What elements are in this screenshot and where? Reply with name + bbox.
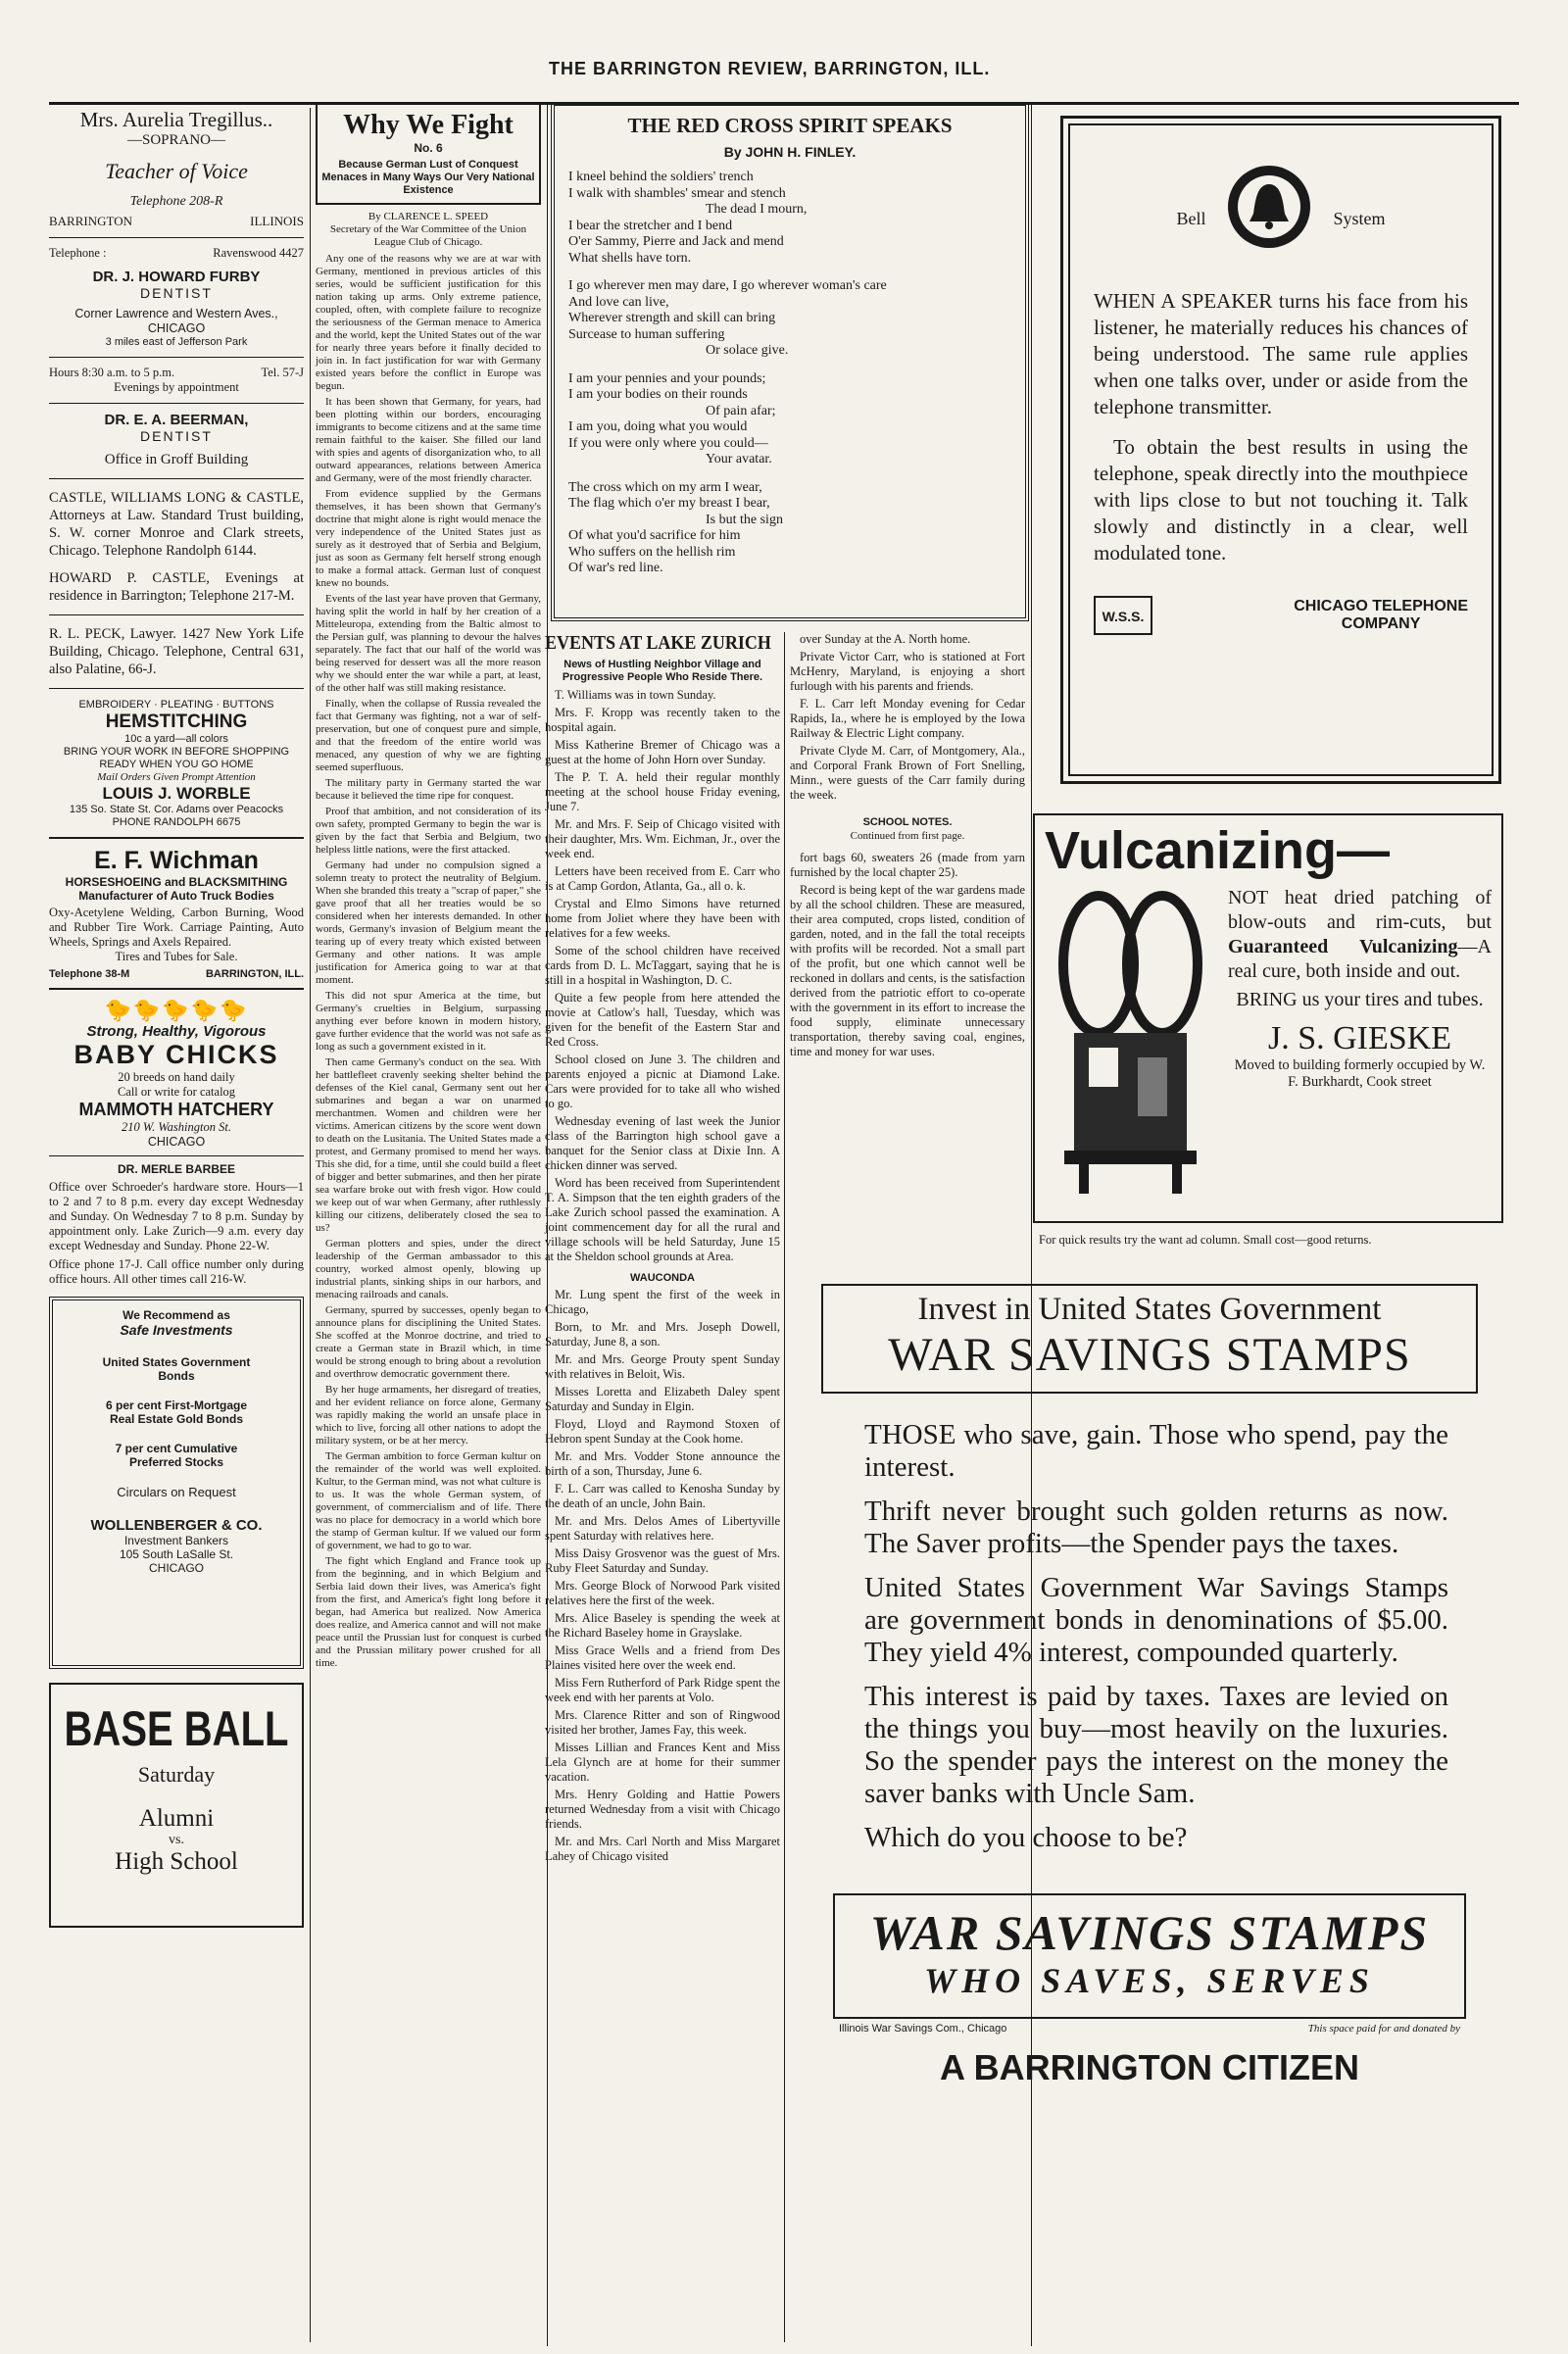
paragraph: Mr. and Mrs. Carl North and Miss Margaret Lahey of Chicago visited — [545, 1835, 780, 1863]
paragraph: By her huge armaments, her disregard of treaties, and her evident reliance on force alone, Germany was rapidly making the world an unsafe place in which to live, forcing all other nations to adopt the military system, or be at her mercy. — [316, 1384, 541, 1447]
bell-logo-right: System — [1333, 208, 1386, 228]
wss-citizen: A BARRINGTON CITIZEN — [940, 2047, 1359, 2087]
zurich-body — [545, 688, 780, 1264]
chick-icon: 🐤 — [190, 998, 220, 1022]
chicks-line-2: Call or write for catalog — [117, 1085, 236, 1099]
paragraph: Floyd, Lloyd and Raymond Stoxen of Hebron spent Sunday at the Cook home. — [545, 1417, 780, 1446]
beerman-office: Office in Groff Building — [104, 452, 249, 467]
wss-donated: This space paid for and donated by — [1307, 2023, 1460, 2035]
chicks-title: BABY CHICKS — [74, 1040, 279, 1069]
poem-line: Of what you'd sacrifice for him — [568, 528, 741, 543]
poem-line: Of pain afar; — [706, 403, 776, 418]
wollenberger-l7: 7 per cent Cumulative — [115, 1442, 238, 1455]
worble-line-2: READY WHEN YOU GO HOME — [99, 759, 254, 770]
worble-ad — [49, 699, 304, 829]
paragraph: Crystal and Elmo Simons have returned home from Joliet where they have been with relatives for a few weeks. — [545, 897, 780, 940]
paragraph: Wednesday evening of last week the Junior class of the Barrington high school gave a banquet for the Senior class at Dixie Inn. A chicken dinner was served. — [545, 1114, 780, 1172]
chicks-illustration — [49, 998, 304, 1023]
chick-icon: 🐤 — [132, 998, 163, 1022]
zurich-title: EVENTS AT LAKE ZURICH — [545, 632, 771, 654]
chicks-addr: 210 W. Washington St. — [122, 1120, 231, 1134]
why-byline: By CLARENCE L. SPEED — [368, 211, 489, 222]
bell-logo-left: Bell — [1176, 208, 1206, 228]
worble-top: EMBROIDERY · PLEATING · BUTTONS — [78, 699, 274, 711]
vulc-body-2: —A real cure, both inside and out. — [1228, 936, 1492, 982]
paragraph: The P. T. A. held their regular monthly meeting at the school house Friday evening, June 7. — [545, 770, 780, 813]
tregillus-location — [49, 214, 304, 229]
worble-name: LOUIS J. WORBLE — [102, 784, 251, 803]
bell-ad — [1060, 116, 1501, 784]
wichman-line-2: Manufacturer of Auto Truck Bodies — [78, 889, 274, 903]
paragraph: Events of the last year have proven that Germany, having split the world in half by her creation of a Mitteleuropa, extending from the Baltic almost to the Persian gulf, was planning to devour the halves separately. The fact that our half of the world was being reserved for dessert was all the more reason why we should enter the war while a part, at least, of the other half was still making resistance. — [316, 593, 541, 694]
chicks-line-1: 20 breeds on hand daily — [118, 1070, 235, 1084]
furby-evenings: Evenings by appointment — [114, 380, 239, 394]
chicks-tag: Strong, Healthy, Vigorous — [86, 1023, 267, 1040]
beerman-ad — [49, 412, 304, 468]
poem-line: I bear the stretcher and I bend — [568, 218, 733, 233]
paragraph: Mr. and Mrs. George Prouty spent Sunday with relatives in Beloit, Wis. — [545, 1352, 780, 1381]
why-title-box — [316, 102, 541, 205]
bell-company — [1294, 598, 1468, 633]
poem-line: Of war's red line. — [568, 561, 663, 575]
wollenberger-l4: Bonds — [158, 1369, 195, 1383]
poem-line: I kneel behind the soldiers' trench — [568, 170, 754, 184]
poem-line: I go wherever men may dare, I go wherever woman's care — [568, 278, 887, 293]
furby-hours: Hours 8:30 a.m. to 5 p.m. — [49, 366, 175, 379]
furby-tel: Tel. 57-J — [261, 366, 304, 379]
poem-line: Is but the sign — [706, 512, 783, 527]
vulcanizer-machine-icon — [1045, 886, 1216, 1200]
wichman-town: BARRINGTON, ILL. — [205, 968, 304, 980]
school-sub: Continued from first page. — [850, 830, 965, 842]
paragraph: over Sunday at the A. North home. — [800, 632, 971, 646]
barbee-text-2: Office phone 17-J. Call office number only during office hours. All other times call 216-W. — [49, 1257, 304, 1286]
worble-phone: PHONE RANDOLPH 6675 — [112, 816, 241, 828]
bell-logo-icon — [1225, 163, 1313, 251]
wss-logo: W.S.S. — [1094, 596, 1152, 635]
paragraph: Private Clyde M. Carr, of Montgomery, Ala., and Corporal Frank Brown of Fort Snelling, Minn., were guests of the Carr family during the week. — [790, 744, 1025, 802]
poem-body — [568, 170, 1011, 577]
baseball-title: BASE BALL — [64, 1702, 289, 1757]
barbee-text: Office over Schroeder's hardware store. Hours—1 to 2 and 7 to 8 p.m. every day except Wednesday and Sunday. On Wednesday 7 to 8 p.m. Sunday by appointment only. Lake Zurich—9 a.m. every day except Wednesday and Sunday. Phone 22-W. — [49, 1180, 304, 1252]
paragraph: Misses Loretta and Elizabeth Daley spent Saturday and Sunday in Elgin. — [545, 1385, 780, 1413]
poem-line: What shells have torn. — [568, 250, 692, 266]
poem-line: Your avatar. — [706, 452, 772, 466]
wollenberger-l1: We Recommend as — [122, 1308, 230, 1322]
paragraph: Letters have been received from E. Carr who is at Camp Gordon, Atlanta, Ga., all o. k. — [545, 864, 780, 893]
paragraph: Germany had under no compulsion signed a solemn treaty to protect the neutrality of Belgium. When she branded this treaty a "scrap of paper," she gave proof that all her treaties would be so considered when her interests demanded. In other words, Germany's invasion of Belgium meant the tearing up of every treaty which existed between Germany and other nations. It was ample justification for America going to war at that moment. — [316, 859, 541, 986]
furby-city: CHICAGO — [147, 321, 206, 335]
wollenberger-name: WOLLENBERGER & CO. — [90, 1517, 263, 1534]
barbee-name: DR. MERLE BARBEE — [117, 1162, 235, 1176]
worble-line-1: BRING YOUR WORK IN BEFORE SHOPPING — [63, 746, 290, 758]
vulc-body-1: NOT heat dried patching of blow-outs and rim-cuts, but — [1228, 887, 1492, 933]
poem-line: Surcease to human suffering — [568, 326, 725, 342]
poem-line: The flag which o'er my breast I bear, — [568, 496, 770, 511]
zurich-sub: News of Hustling Neighbor Village and Progressive People Who Reside There. — [562, 659, 763, 683]
paragraph: Miss Grace Wells and a friend from Des Plaines visited here over the week end. — [545, 1643, 780, 1672]
furby-address: Corner Lawrence and Western Aves., — [74, 307, 278, 320]
chick-icon: 🐤 — [104, 998, 133, 1022]
wollenberger-l3: United States Government — [102, 1355, 251, 1369]
paragraph: Some of the school children have received cards from D. L. McTaggart, saying that he is still in a hospital in Washington, D. C. — [545, 944, 780, 987]
school-body — [790, 851, 1025, 1059]
why-subtitle: Because German Lust of Conquest Menaces in Many Ways Our Very National Existence — [321, 159, 535, 196]
worble-price: 10c a yard—all colors — [124, 733, 228, 745]
wss-p3: United States Government War Savings Stamps are government bonds in denominations of $5.00. They yield 4% interest, compounded quarterly. — [864, 1572, 1448, 1668]
tregillus-name: Mrs. Aurelia Tregillus.. — [79, 108, 273, 131]
poem-line: The cross which on my arm I wear, — [568, 479, 762, 495]
bell-para-1: WHEN A SPEAKER turns his face from his listener, he materially reduces his chances of being understood. The same rule applies when one talks over, under or aside from the telephone transmitter. — [1094, 289, 1468, 418]
wollenberger-l8: Preferred Stocks — [128, 1455, 224, 1469]
vulc-body-bold: Guaranteed Vulcanizing — [1228, 936, 1458, 957]
vulc-moved: Moved to building formerly occupied by W. F. Burkhardt, Cook street — [1234, 1057, 1486, 1090]
beerman-name: DR. E. A. BEERMAN, — [104, 412, 249, 428]
chicks-name: MAMMOTH HATCHERY — [78, 1100, 274, 1119]
vulc-body-3: BRING us your tires and tubes. — [1236, 989, 1484, 1010]
vulc-title: Vulcanizing— — [1045, 821, 1391, 880]
paragraph: Record is being kept of the war gardens made by all the school children. These are measured, their area computed, crops listed, condition of garden, noted, and in the fall the total receipts with profits will be recorded. Not a small part of the profit, but one which cannot well be reckoned in dollars and cents, is the satisfaction derived from the patriotic effort to co-operate with the government in its effort to increase the food supply, eliminate unnecessary transportation, thereby saving coal, engines, time and money for war uses. — [790, 883, 1025, 1058]
poem-stanza — [568, 278, 1011, 360]
furby-hours-row — [49, 366, 304, 380]
barbee-ad — [49, 1162, 304, 1287]
baseball-vs: vs. — [169, 1833, 184, 1847]
wss-header-box — [821, 1284, 1478, 1394]
paragraph: Germany, spurred by successes, openly began to announce plans for disciplining the United States. She scoffed at the Monroe doctrine, and tried to create a German state in Brazil which, in time would be strong enough to bring about a revolution and overthrow democratic government there. — [316, 1304, 541, 1380]
furby-phone: Ravenswood 4427 — [213, 246, 304, 260]
worble-addr: 135 So. State St. Cor. Adams over Peacocks — [69, 804, 284, 815]
paragraph: Word has been received from Superintendent T. A. Simpson that the ten eighth graders of the Lake Zurich school passed the examination. A joint commencement day for all the rural and village schools will be held Saturday, June 15 at the Sheldon school grounds at Area. — [545, 1176, 780, 1263]
vulc-text — [1228, 886, 1492, 1200]
poem-byline: By JOHN H. FINLEY. — [723, 144, 857, 160]
paragraph: Proof that ambition, and not consideration of its own safety, prompted Germany to begin the war is given by the fact that Serbia and Belgium, two helpless little nations, were the first attacked. — [316, 806, 541, 856]
column-rule — [310, 108, 311, 2342]
poem-stanza — [568, 371, 1011, 468]
paragraph: The fight which England and France took up from the beginning, and in which Belgium and Serbia laid down their lives, was America's fight from the first, and America's fight long before it began, had America but realized. Now America does realize, and America cannot and will not make peace until the Prussian lust for conquest is curbed and the Prussian military power crushed for all time. — [316, 1555, 541, 1669]
poem-line: I am your pennies and your pounds; — [568, 370, 766, 386]
baseball-team-1: Alumni — [138, 1805, 215, 1832]
worble-title: HEMSTITCHING — [105, 711, 248, 732]
wollenberger-l6: Real Estate Gold Bonds — [109, 1412, 244, 1426]
castle-text: CASTLE, WILLIAMS LONG & CASTLE, Attorneys at Law. Standard Trust building, S. W. corner Monroe and Clark streets, Chicago. Telephone Randolph 6144. — [49, 490, 304, 559]
poem-line: The dead I mourn, — [706, 202, 808, 217]
paragraph: Born, to Mr. and Mrs. Joseph Dowell, Saturday, June 8, a son. — [545, 1320, 780, 1349]
wollenberger-addr: 105 South LaSalle St. — [119, 1547, 234, 1561]
paragraph: F. L. Carr left Monday evening for Cedar Rapids, Ia., where he is employed by the Iowa Railway & Electric Light company. — [790, 697, 1025, 740]
paragraph: Mrs. Clarence Ritter and son of Ringwood visited her brother, James Fay, this week. — [545, 1708, 780, 1737]
wollenberger-l5: 6 per cent First-Mortgage — [105, 1398, 248, 1412]
poem-line: I am you, doing what you would — [568, 419, 748, 434]
zurich-continued — [790, 632, 1025, 1062]
paragraph: Then came Germany's conduct on the sea. With her battlefleet cravenly seeking shelter behind the defenses of the Kiel canal, Germany sent out her submarines and began a war on unarmed merchantmen. Women and children were her victims. American citizens by the score went down to death on the Lusitania. The United States made a protest, and Germany promised to mend her ways. This she did, for a time, until she could build a fleet of bigger and better submarines, and then her pirate sea warfare broke out with fresh vigor. How could we keep out of war when Germany, after ruthlessly killing our citizens, deliberately closed the sea to us? — [316, 1056, 541, 1234]
baseball-day: Saturday — [137, 1762, 216, 1787]
wss-p2: Thrift never brought such golden returns as now. The Saver profits—the Spender pays the taxes. — [864, 1496, 1448, 1559]
bell-company-2: COMPANY — [1341, 615, 1421, 632]
wss-stamps: WAR SAVINGS STAMPS — [888, 1329, 1411, 1381]
chick-icon: 🐤 — [162, 998, 191, 1022]
chicks-ad — [49, 998, 304, 1150]
paragraph: German plotters and spies, under the direct leadership of the German ambassador to this country, worked almost openly, blowing up industrial plants, sinking ships in our harbors, and menacing railroads and canals. — [316, 1238, 541, 1300]
poem-stanza — [568, 480, 1011, 577]
wss-p4: This interest is paid by taxes. Taxes are levied on the things you buy—most heavily on the luxuries. So the spender pays the interest on the money the saver banks with Uncle Sam. — [864, 1681, 1448, 1809]
wss-p5: Which do you choose to be? — [864, 1822, 1188, 1853]
wichman-tires: Tires and Tubes for Sale. — [115, 950, 238, 963]
paragraph: Miss Daisy Grosvenor was the guest of Mrs. Ruby Fleet Saturday and Sunday. — [545, 1546, 780, 1575]
paragraph: Quite a few people from here attended the movie at Catlow's hall, Tuesday, which was given for the benefit of the Eastern Star and Red Cross. — [545, 991, 780, 1049]
wss-credit-row — [809, 2019, 1490, 2039]
paragraph: Miss Fern Rutherford of Park Ridge spent the week end with her parents at Volo. — [545, 1676, 780, 1704]
poem-line: Who suffers on the hellish rim — [568, 544, 736, 560]
beerman-role: DENTIST — [140, 428, 213, 444]
paragraph: Any one of the reasons why we are at war with Germany, mentioned in previous articles of this series, would be sufficient justification for this nation taking up arms. Only extreme patience, coupled, often, with complete failure to recognize the seriousness of the German menace to America and the world, kept the United States out of the war for nearly three years before it finally decided to join in. In fact justification for war with Germany existed years before the conflict in Europe was begun. — [316, 253, 541, 392]
bell-footer — [1094, 596, 1468, 635]
paragraph: fort bags 60, sweaters 26 (made from yarn furnished by the local chapter 25). — [790, 851, 1025, 879]
vulc-name: J. S. GIESKE — [1267, 1020, 1452, 1056]
wss-banner-2: WHO SAVES, SERVES — [924, 1961, 1375, 2000]
paragraph: From evidence supplied by the Germans themselves, it has been shown that Germany's doctrine that might alone is right would menace the very independence of the United States just as surely as it destroyed that of Serbia and Belgium, just as soon as Germany felt herself strong enough to make a formal attack. German lust of conquest knew no bounds. — [316, 488, 541, 589]
wauconda-body — [545, 1288, 780, 1864]
furby-ad — [49, 246, 304, 395]
wichman-line-1: HORSESHOEING and BLACKSMITHING — [65, 875, 288, 889]
why-we-fight-article — [316, 102, 541, 1673]
tregillus-role: —SOPRANO— — [126, 132, 226, 148]
chick-icon: 🐤 — [220, 998, 249, 1022]
why-body — [316, 253, 541, 1670]
want-ad-note: For quick results try the want ad column. Small cost—good returns. — [1039, 1233, 1372, 1247]
paragraph: It has been shown that Germany, for years, had been plotting within our borders, encouraging immigrants to become citizens and at the same time remain faithful to the kaiser. She filled our land with spies and agents of disorganization who, to all outward appearances, relations between America and Germany, were of the most friendly character. — [316, 396, 541, 484]
paragraph: The German ambition to force German kultur on the remainder of the world was well exploited. Kultur, to the German mind, was not what culture is to us. It was the whole German system, of government, of commercialism and of life. There was no place for democracy in a world which bore the stamp of German kultur. If we valued our form of government, we had to go to war. — [316, 1450, 541, 1551]
vulc-ad — [1033, 813, 1503, 1223]
worble-line-3: Mail Orders Given Prompt Attention — [97, 771, 256, 783]
bell-para-2: To obtain the best results in using the telephone, speak directly into the mouthpiece with lips close to but not touching it. Talk slowly and distinctly in a clear, well modulated tone. — [1094, 435, 1468, 564]
wss-p1: THOSE who save, gain. Those who spend, pay the interest. — [864, 1419, 1448, 1483]
baseball-ad — [49, 1683, 304, 1928]
bell-company-1: CHICAGO TELEPHONE — [1294, 598, 1468, 614]
school-title: SCHOOL NOTES. — [862, 816, 953, 828]
poem-line: If you were only where you could— — [568, 435, 768, 451]
paragraph: Mr. and Mrs. Delos Ames of Libertyville spent Saturday with relatives here. — [545, 1514, 780, 1543]
why-title: Why We Fight — [343, 110, 514, 140]
zurich2-body — [790, 632, 1025, 803]
tregillus-phone: Telephone 208-R — [129, 194, 223, 209]
castle-ad — [49, 489, 304, 605]
wss-body — [809, 1419, 1490, 1854]
wichman-tel: Telephone 38-M — [49, 968, 130, 980]
poem-stanza — [568, 170, 1011, 267]
zurich-article — [545, 632, 780, 1867]
wollenberger-city: CHICAGO — [148, 1561, 204, 1575]
poem-line: And love can live, — [568, 294, 669, 310]
paragraph: F. L. Carr was called to Kenosha Sunday by the death of an uncle, John Bain. — [545, 1482, 780, 1510]
castle-text-2: HOWARD P. CASTLE, Evenings at residence in Barrington; Telephone 217-M. — [49, 570, 304, 604]
furby-phone-row — [49, 246, 304, 261]
wss-banner-1: WAR SAVINGS STAMPS — [869, 1905, 1430, 1960]
wichman-ad — [49, 847, 304, 980]
wss-credit: Illinois War Savings Com., Chicago — [839, 2023, 1007, 2035]
baseball-team-2: High School — [115, 1848, 238, 1875]
why-number: No. 6 — [414, 141, 443, 155]
peck-ad: R. L. PECK, Lawyer. 1427 New York Life Building, Chicago. Telephone, Central 631, also Palatine, 66-J. — [49, 626, 304, 677]
paragraph: Miss Katherine Bremer of Chicago was a guest at the home of John Horn over Sunday. — [545, 738, 780, 766]
paragraph: T. Williams was in town Sunday. — [555, 688, 716, 702]
why-byline-2: Secretary of the War Committee of the Union League Club of Chicago. — [329, 223, 527, 248]
paragraph: Finally, when the collapse of Russia revealed the fact that Germany was fighting, not a war of self-preservation, but one of conquest pure and simple, and that the freedom of the entire world was menaced, any question of why we are fighting seemed superfluous. — [316, 698, 541, 773]
wss-invest: Invest in United States Government — [917, 1292, 1382, 1327]
paragraph: Misses Lillian and Frances Kent and Miss Lela Glynch are at home for their summer vacation. — [545, 1741, 780, 1784]
tregillus-town: BARRINGTON — [49, 214, 132, 228]
furby-note: 3 miles east of Jefferson Park — [105, 336, 248, 348]
furby-role: DENTIST — [140, 285, 213, 301]
paragraph: Mrs. George Block of Norwood Park visited relatives here the first of the week. — [545, 1579, 780, 1607]
poem-box — [551, 102, 1029, 621]
column-rule — [784, 632, 785, 2342]
wauconda-title: WAUCONDA — [630, 1272, 695, 1284]
wollenberger-l9: Circulars on Request — [117, 1485, 236, 1499]
poem-line: Wherever strength and skill can bring — [568, 311, 776, 325]
poem-line: O'er Sammy, Pierre and Jack and mend — [568, 234, 784, 249]
wss-banner — [833, 1893, 1466, 2019]
wichman-name: E. F. Wichman — [94, 847, 259, 874]
paragraph: Mr. and Mrs. Vodder Stone announce the birth of a son, Thursday, June 6. — [545, 1449, 780, 1478]
bell-logo-row — [1094, 163, 1468, 251]
paragraph: This did not spur America at the time, but Germany's cruelties in Belgium, surpassing anything ever before known in modern history, gave further evidence that the world was not safe as long as such a government existed in it. — [316, 990, 541, 1053]
paragraph: Mr. and Mrs. F. Seip of Chicago visited with their daughter, Mrs. Wm. Eichman, Jr., over the week end. — [545, 817, 780, 860]
paragraph: Mrs. Henry Golding and Hattie Powers returned Wednesday from a visit with Chicago friends. — [545, 1788, 780, 1831]
chicks-city: CHICAGO — [147, 1135, 206, 1149]
wss-ad — [809, 1274, 1490, 2342]
vulc-body — [1228, 886, 1492, 984]
left-ads-column — [49, 108, 304, 1928]
poem-line: Or solace give. — [706, 343, 789, 358]
paragraph: The military party in Germany started the war because it believed the time ripe for conquest. — [316, 777, 541, 802]
furby-name: DR. J. HOWARD FURBY — [92, 269, 261, 285]
tregillus-title: Teacher of Voice — [105, 159, 248, 183]
tregillus-ad — [49, 108, 304, 229]
paragraph: School closed on June 3. The children and parents enjoyed a picnic at Diamond Lake. Cars were provided for to take all who wished to go. — [545, 1053, 780, 1110]
wichman-tel-row — [49, 968, 304, 980]
wollenberger-l2: Safe Investments — [120, 1322, 233, 1338]
wollenberger-ad — [49, 1297, 304, 1669]
tregillus-state: ILLINOIS — [250, 214, 304, 228]
poem-line: I am your bodies on their rounds — [568, 387, 748, 402]
wollenberger-role: Investment Bankers — [123, 1534, 229, 1547]
paragraph: Mr. Lung spent the first of the week in Chicago, — [545, 1288, 780, 1316]
bell-ad-inner — [1068, 123, 1494, 776]
poem-line: I walk with shambles' smear and stench — [568, 185, 786, 201]
paragraph: Private Victor Carr, who is stationed at Fort McHenry, Maryland, is enjoying a short furlough with his parents and friends. — [790, 650, 1025, 693]
poem-title: THE RED CROSS SPIRIT SPEAKS — [627, 114, 953, 137]
paragraph: Mrs. Alice Baseley is spending the week at the Richard Baseley home in Grayslake. — [545, 1611, 780, 1640]
furby-phone-label: Telephone : — [49, 246, 107, 260]
vulc-body-row — [1045, 886, 1492, 1200]
paragraph: Mrs. F. Kropp was recently taken to the hospital again. — [545, 706, 780, 734]
wichman-body: Oxy-Acetylene Welding, Carbon Burning, Wood and Rubber Tire Work. Carriage Painting, Auto Wheels, Springs and Axels Repaired. — [49, 906, 304, 949]
page-header: THE BARRINGTON REVIEW, BARRINGTON, ILL. — [549, 59, 991, 78]
